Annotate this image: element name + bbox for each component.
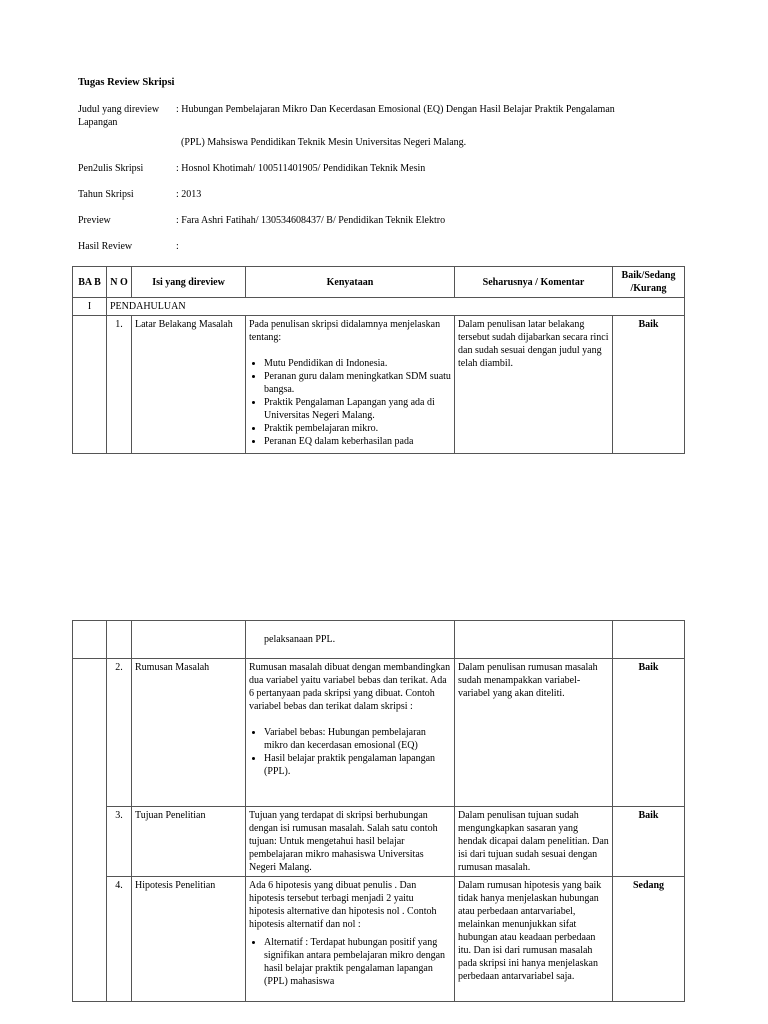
- kenyataan-list: [249, 726, 451, 778]
- meta-label-preview: Preview: [78, 215, 111, 226]
- list-item: • Mutu Pendidikan di Indonesia.: [264, 357, 451, 370]
- row-isi: Rumusan Masalah: [132, 659, 246, 807]
- row-isi: Latar Belakang Masalah: [132, 316, 246, 454]
- header-bab: BA B: [73, 267, 107, 298]
- kenyataan-continuation: pelaksanaan PPL.: [264, 634, 336, 645]
- row-nilai-cell: [613, 621, 685, 659]
- row-kenyataan: [246, 877, 455, 1002]
- list-item: • Praktik Pengalaman Lapangan yang ada di Universitas Negeri Malang.: [264, 396, 451, 422]
- list-item: • Peranan EQ dalam keberhasilan pada: [264, 435, 451, 448]
- meta-value-tahun: : 2013: [176, 189, 202, 200]
- header-no: N O: [107, 267, 132, 298]
- row-no: 2.: [107, 659, 132, 807]
- header-isi: Isi yang direview: [132, 267, 246, 298]
- list-item: • Praktik pembelajaran mikro.: [264, 422, 451, 435]
- list-item: • Hasil belajar praktik pengalaman lapangan (PPL).: [264, 752, 451, 778]
- row-bab-cell: [73, 621, 107, 659]
- row-komentar-cell: [455, 621, 613, 659]
- table-row: [73, 807, 685, 877]
- list-item: • Variabel bebas: Hubungan pembelajaran mikro dan kecerdasan emosional (EQ): [264, 726, 451, 752]
- review-table-page1: [72, 266, 685, 454]
- meta-value-preview: : Fara Ashri Fatihah/ 130534608437/ B/ Pendidikan Teknik Elektro: [176, 215, 446, 226]
- row-nilai: Sedang: [613, 877, 685, 1002]
- section-label: PENDAHULUAN: [107, 298, 685, 316]
- meta-value-hasil: :: [176, 241, 179, 252]
- review-table-page2: [72, 620, 685, 1002]
- row-komentar: Dalam penulisan rumusan masalah sudah menampakkan variabel-variabel yang akan diteliti.: [455, 659, 613, 807]
- table-header-row: [73, 267, 685, 298]
- kenyataan-list: [249, 357, 451, 448]
- header-komentar: Seharusnya / Komentar: [455, 267, 613, 298]
- row-isi-cell: [132, 621, 246, 659]
- list-item: • Alternatif : Terdapat hubungan positif yang signifikan antara pembelajaran mikro dengan hasil belajar praktik pengalaman lapangan (PPL) mahasiswa: [264, 936, 451, 988]
- row-isi: Tujuan Penelitian: [132, 807, 246, 877]
- row-nilai: Baik: [613, 316, 685, 454]
- table-row: [73, 316, 685, 454]
- row-no: 1.: [107, 316, 132, 454]
- meta-label-judul: Judul yang direview: [78, 104, 160, 115]
- meta-value-judul: : Hubungan Pembelajaran Mikro Dan Kecerdasan Emosional (EQ) Dengan Hasil Belajar Praktik Pengalaman: [176, 104, 615, 115]
- row-bab-cell: [73, 316, 107, 454]
- row-kenyataan: Tujuan yang terdapat di skripsi berhubungan dengan isi rumusan masalah. Salah satu contoh tujuan: Untuk mengetahui hasil belajar pembelajaran mikro mahasiswa Universitas Negeri Malang.: [246, 807, 455, 877]
- document-title: Tugas Review Skripsi: [78, 77, 175, 88]
- list-item: • Peranan guru dalam meningkatkan SDM suatu bangsa.: [264, 370, 451, 396]
- table-row-continuation: [73, 621, 685, 659]
- row-nilai: Baik: [613, 659, 685, 807]
- row-kenyataan: [246, 659, 455, 807]
- row-kenyataan: [246, 316, 455, 454]
- section-row: [73, 298, 685, 316]
- meta-label-hasil: Hasil Review: [78, 241, 133, 252]
- row-no: 3.: [107, 807, 132, 877]
- meta-value-penulis: : Hosnol Khotimah/ 100511401905/ Pendidikan Teknik Mesin: [176, 163, 426, 174]
- meta-value-judul-cont: (PPL) Mahsiswa Pendidikan Teknik Mesin Universitas Negeri Malang.: [181, 137, 467, 148]
- row-no: 4.: [107, 877, 132, 1002]
- row-isi: Hipotesis Penelitian: [132, 877, 246, 1002]
- kenyataan-intro: Pada penulisan skripsi didalamnya menjelaskan tentang:: [249, 319, 441, 343]
- header-kenyataan: Kenyataan: [246, 267, 455, 298]
- meta-label-tahun: Tahun Skripsi: [78, 189, 134, 200]
- kenyataan-intro: Rumusan masalah dibuat dengan membandingkan dua variabel yaitu variabel bebas dan terikat. Ada 6 pertanyaan pada skripsi yang dibuat. Contoh variabel bebas dan terikat dalam skripsi :: [249, 662, 451, 712]
- row-nilai: Baik: [613, 807, 685, 877]
- header-nilai: Baik/Sedang /Kurang: [613, 267, 685, 298]
- row-komentar: Dalam penulisan latar belakang tersebut sudah dijabarkan secara rinci dan sudah sesuai dengan judul yang telah diambil.: [455, 316, 613, 454]
- table-row: [73, 877, 685, 1002]
- row-bab-cell: [73, 659, 107, 1002]
- section-bab: I: [73, 298, 107, 316]
- row-komentar: Dalam penulisan tujuan sudah mengungkapkan sasaran yang hendak dicapai dalam penelitian. Dan isi dari tujuan sudah sesuai dengan rumusan masalah.: [455, 807, 613, 877]
- table-row: [73, 659, 685, 807]
- meta-label-penulis: Pen2ulis Skripsi: [78, 163, 144, 174]
- kenyataan-intro: Ada 6 hipotesis yang dibuat penulis . Dan hipotesis tersebut terbagi menjadi 2 yaitu hipotesis alternative dan hipotesis nol . Contoh hipotesis alternatif dan nol :: [249, 880, 437, 930]
- kenyataan-list: [249, 936, 451, 988]
- row-no-cell: [107, 621, 132, 659]
- row-kenyataan: [246, 621, 455, 659]
- meta-label-lapangan: Lapangan: [78, 117, 118, 128]
- row-komentar: Dalam rumusan hipotesis yang baik tidak hanya menjelaskan hubungan atau perbedaan antarvariabel, melainkan menunjukkan sifat hubungan atau keadaan perbedaan itu. Dan isi dari rumusan masalah pada skripsi ini hanya menjelaskan perbedaan antarvariabel saja.: [455, 877, 613, 1002]
